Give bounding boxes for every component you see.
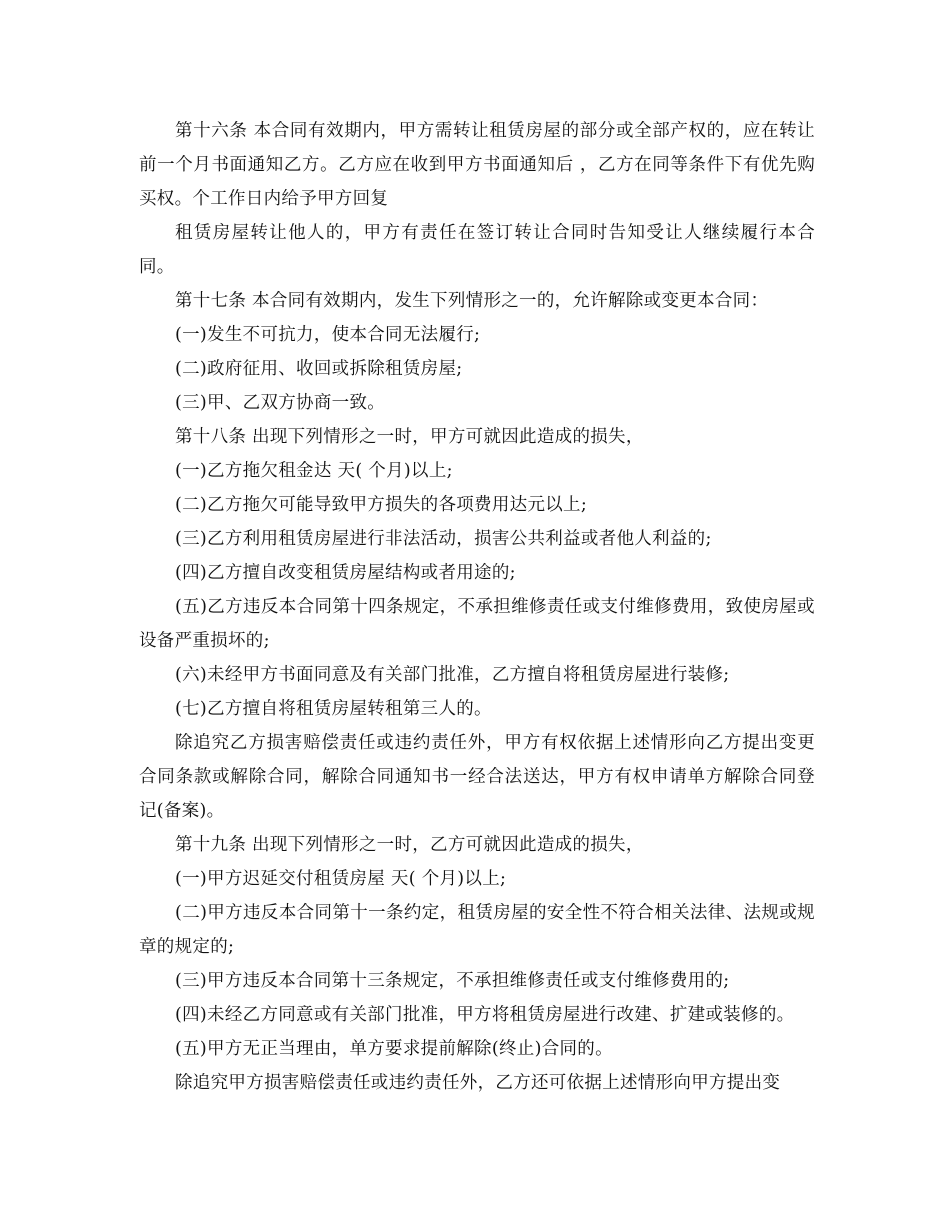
- article-19-item-3: (三)甲方违反本合同第十三条规定，不承担维修责任或支付维修费用的;: [175, 971, 730, 991]
- article-17-item-1: (一)发生不可抗力，使本合同无法履行;: [175, 325, 481, 345]
- article-18-item-4: (四)乙方擅自改变租赁房屋结构或者用途的;: [175, 563, 516, 583]
- article-18-item-2: (二)乙方拖欠可能导致甲方损失的各项费用达元以上;: [175, 495, 588, 515]
- article-16-paragraph: 第十六条 本合同有效期内，甲方需转让租赁房屋的部分或全部产权的，应在转让前一个月书面通知乙方。乙方应在收到甲方书面通知后 ，乙方在同等条件下有优先购买权。个工作日内给予甲方回复: [139, 121, 815, 209]
- article-18-item-7: (七)乙方擅自将租赁房屋转租第三人的。: [175, 699, 492, 719]
- article-17-heading: 第十七条 本合同有效期内，发生下列情形之一的，允许解除或变更本合同：: [175, 291, 769, 311]
- article-18-item-3: (三)乙方利用租赁房屋进行非法活动，损害公共利益或者他人利益的;: [175, 529, 712, 549]
- document-body: [139, 114, 815, 1100]
- article-18-item-5: (五)乙方违反本合同第十四条规定，不承担维修责任或支付维修费用，致使房屋或设备严重损坏的;: [139, 597, 815, 651]
- article-18-heading: 第十八条 出现下列情形之一时，甲方可就因此造成的损失，: [175, 427, 644, 447]
- article-19-item-5: (五)甲方无正当理由，单方要求提前解除(终止)合同的。: [175, 1039, 613, 1059]
- article-18-item-6: (六)未经甲方书面同意及有关部门批准，乙方擅自将租赁房屋进行装修;: [175, 665, 730, 685]
- article-18-remedy-paragraph: 除追究乙方损害赔偿责任或违约责任外，甲方有权依据上述情形向乙方提出变更合同条款或解除合同，解除合同通知书一经合法送达，甲方有权申请单方解除合同登记(备案)。: [139, 733, 815, 821]
- article-17-item-3: (三)甲、乙双方协商一致。: [175, 393, 386, 413]
- article-19-remedy-paragraph: 除追究甲方损害赔偿责任或违约责任外，乙方还可依据上述情形向甲方提出变: [175, 1073, 781, 1093]
- article-19-item-4: (四)未经乙方同意或有关部门批准，甲方将租赁房屋进行改建、扩建或装修的。: [175, 1005, 795, 1025]
- article-18-item-1: (一)乙方拖欠租金达 天( 个月)以上;: [175, 461, 453, 481]
- article-19-item-1: (一)甲方迟延交付租赁房屋 天( 个月)以上;: [175, 869, 507, 889]
- article-17-item-2: (二)政府征用、收回或拆除租赁房屋;: [175, 359, 463, 379]
- article-19-item-2: (二)甲方违反本合同第十一条约定，租赁房屋的安全性不符合相关法律、法规或规章的规定的;: [139, 903, 815, 957]
- article-19-heading: 第十九条 出现下列情形之一时，乙方可就因此造成的损失，: [175, 835, 644, 855]
- article-16-transfer-paragraph: 租赁房屋转让他人的，甲方有责任在签订转让合同时告知受让人继续履行本合同。: [139, 223, 815, 277]
